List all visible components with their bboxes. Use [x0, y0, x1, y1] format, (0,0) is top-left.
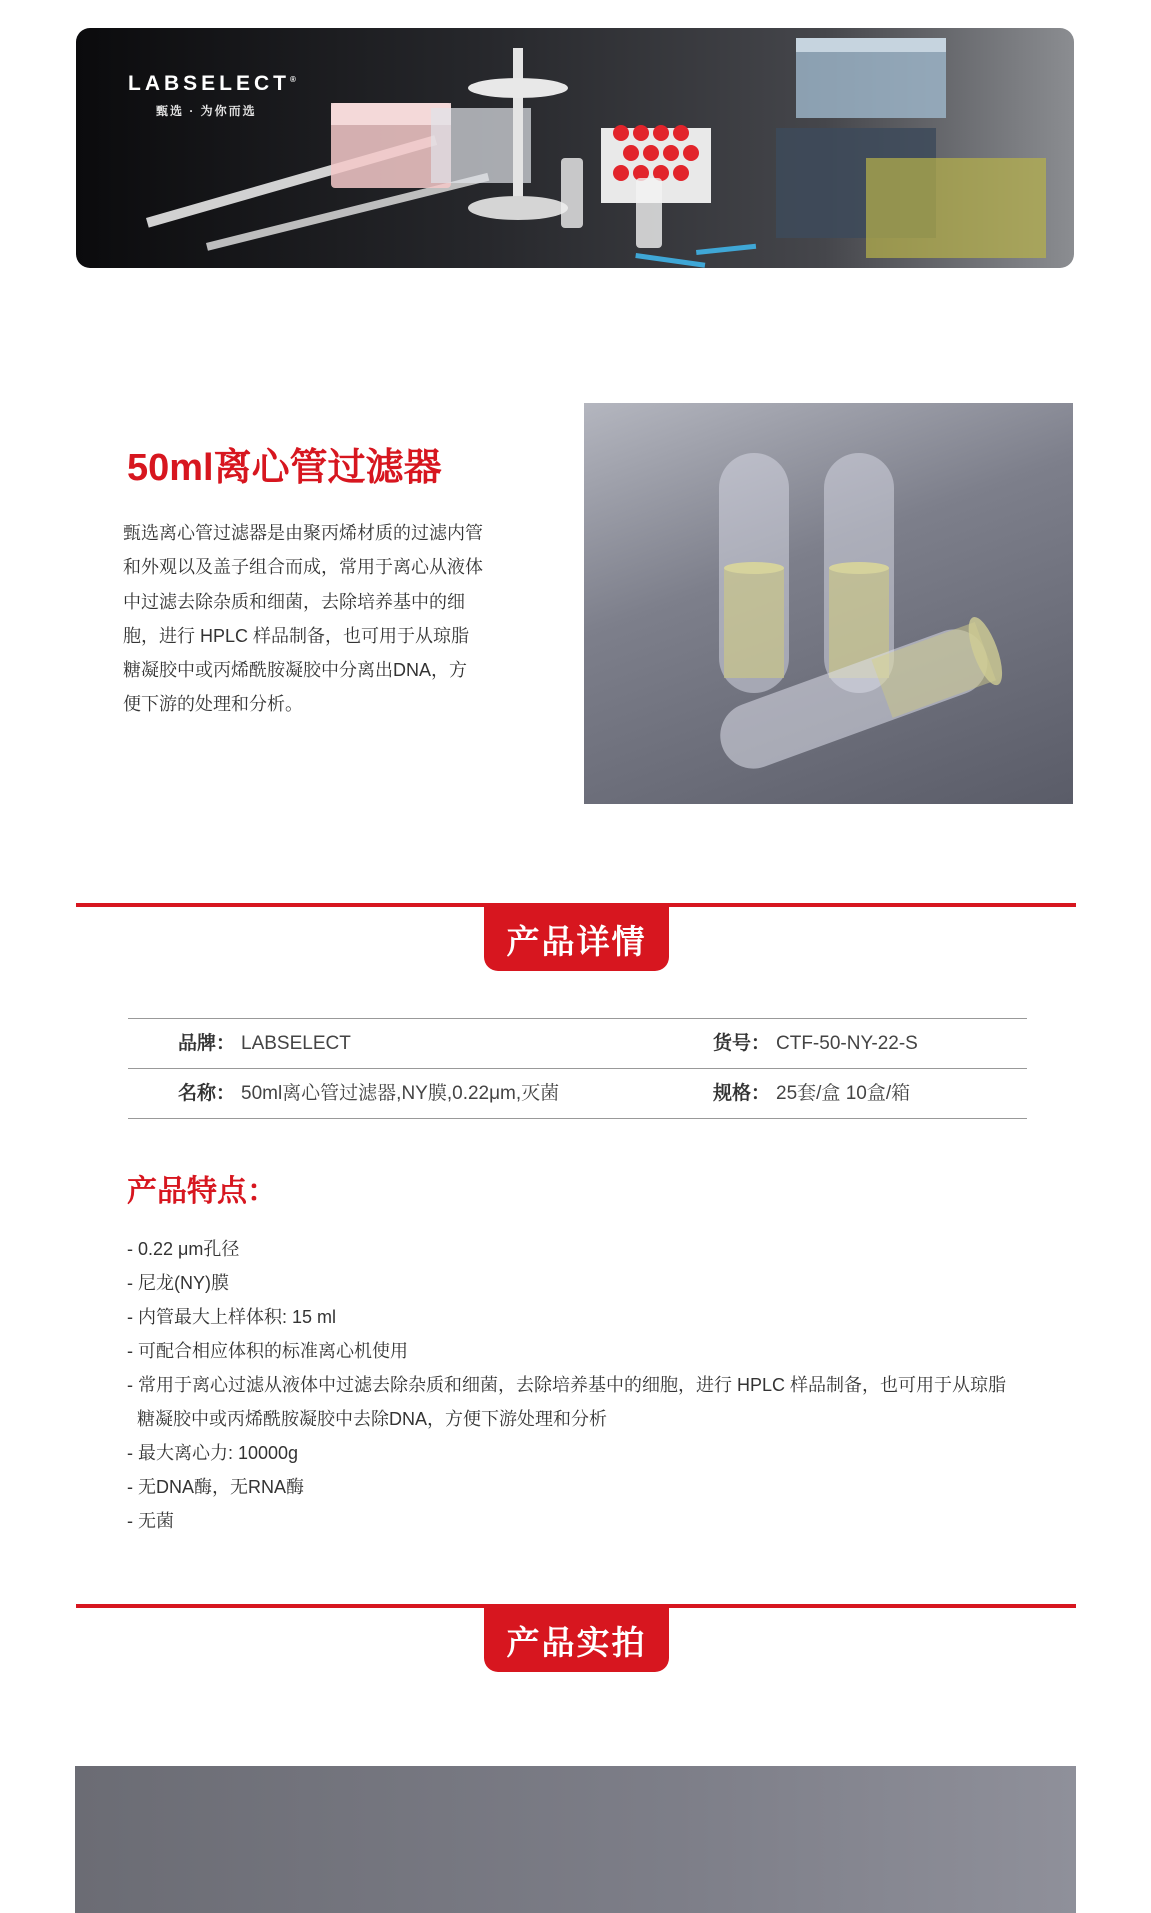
spec-row-brand: [128, 1019, 1027, 1069]
feature-item: - 0.22 μm孔径: [127, 1239, 240, 1259]
feature-item: - 常用于离心过滤从液体中过滤去除杂质和细菌，去除培养基中的细胞，进行 HPLC 样品制备，也可用于从琼脂糖凝胶中或丙烯酰胺凝胶中去除DNA，方便下游处理和分析: [127, 1375, 1007, 1429]
packaging-value: 25套/盒 10盒/箱: [776, 1083, 911, 1104]
product-description: 甄选离心管过滤器是由聚丙烯材质的过滤内管和外观以及盖子组合而成，常用于离心从液体中过滤去除杂质和细菌，去除培养基中的细胞，进行 HPLC 样品制备，也可用于从琼脂糖凝胶中或丙烯酰胺凝胶中分离出DNA，方便下游的处理和分析。: [123, 523, 483, 715]
brand-name: LABSELECT: [128, 72, 290, 95]
registered-mark: ®: [290, 75, 296, 84]
feature-item: - 内管最大上样体积: 15 ml: [127, 1307, 337, 1327]
feature-item: - 可配合相应体积的标准离心机使用: [127, 1341, 408, 1361]
hero-banner: [76, 28, 1074, 268]
spec-row-name: [128, 1069, 1027, 1119]
details-section-heading: 产品详情: [484, 907, 669, 971]
features-title: 产品特点：: [127, 1175, 277, 1208]
feature-item: - 无菌: [127, 1511, 174, 1531]
product-photo: [584, 403, 1073, 804]
product-title: 50ml离心管过滤器: [127, 447, 442, 489]
name-value: 50ml离心管过滤器,NY膜,0.22μm,灭菌: [241, 1083, 560, 1104]
name-label: 名称：: [178, 1083, 236, 1104]
gallery-section-heading: 产品实拍: [484, 1608, 669, 1672]
brand-tagline: 甄选 · 为你而选: [156, 104, 257, 118]
feature-item: - 无DNA酶，无RNA酶: [127, 1477, 305, 1497]
sku-label: 货号：: [713, 1033, 771, 1054]
spec-table: [128, 1018, 1027, 1119]
gallery-photo: [75, 1766, 1076, 1913]
banner-product-photo: [76, 28, 1074, 268]
packaging-label: 规格：: [713, 1083, 771, 1104]
features-list: [127, 1232, 1007, 1538]
centrifuge-filter-tubes-illustration: [584, 403, 1073, 804]
feature-item: - 尼龙(NY)膜: [127, 1273, 229, 1293]
feature-item: - 最大离心力: 10000g: [127, 1443, 299, 1463]
brand-logo: [128, 72, 296, 96]
brand-label: 品牌：: [178, 1033, 236, 1054]
sku-value: CTF-50-NY-22-S: [776, 1033, 918, 1054]
brand-value: LABSELECT: [241, 1033, 351, 1054]
